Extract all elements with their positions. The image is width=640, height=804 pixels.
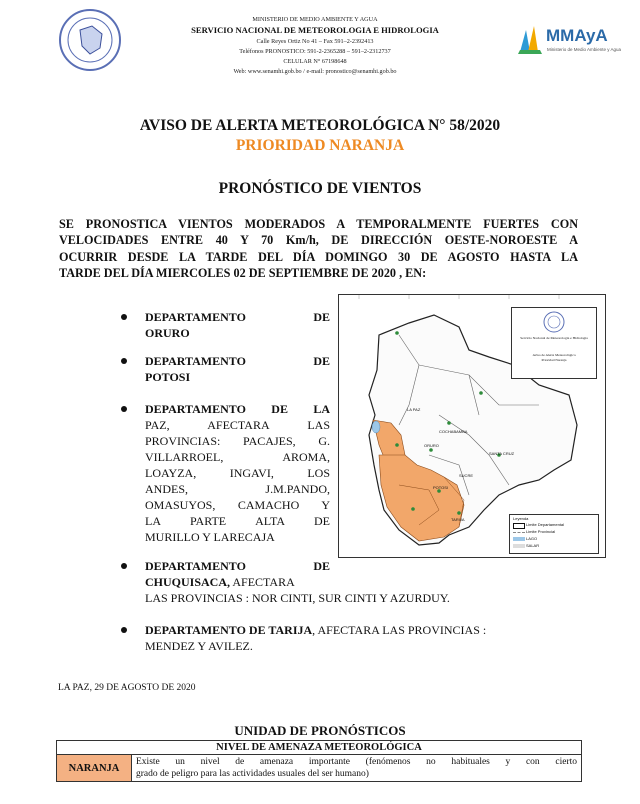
forecast-subtitle: PRONÓSTICO DE VIENTOS (218, 180, 422, 197)
map-info-box (511, 307, 597, 379)
dept-lapaz (145, 401, 330, 545)
dept-line: DEPARTAMENTO DE (145, 559, 330, 573)
city-label: SUCRE (459, 473, 474, 478)
phones: Teléfonos PRONOSTICO: 591-2-2365288 – 591–2-2312737 (239, 48, 391, 55)
map-legend (509, 514, 599, 554)
bullet-icon (121, 358, 127, 364)
bullet-icon (121, 627, 127, 633)
legend-item: Limite Departamental (526, 522, 565, 527)
dept-affect-text: , AFECTARA LAS PROVINCIAS : (312, 623, 487, 637)
dept-line: MENDEZ Y AVILEZ. (145, 639, 253, 653)
legend-item: SALAR (526, 543, 540, 548)
mmaya-logo (516, 22, 636, 62)
dept-line: PROVINCIAS: PACAJES, G. (145, 434, 330, 448)
seal-icon (543, 311, 565, 333)
priority-label: PRIORIDAD NARANJA (235, 137, 405, 154)
map-box-text: Servicio Nacional de Meteorología e Hidrología (520, 336, 588, 340)
dept-line: LA PARTE ALTA DE (145, 514, 330, 528)
bullet-icon (121, 314, 127, 320)
dept-line: OMASUYOS, CAMACHO Y (145, 498, 330, 512)
alert-map (338, 294, 606, 558)
senamhi-logo (58, 8, 122, 72)
mmaya-logo-text: MMAyA (546, 26, 608, 45)
threat-table-header: NIVEL DE AMENAZA METEOROLÓGICA (57, 741, 582, 755)
city-label: ORURO (424, 443, 439, 448)
dept-chuquisaca (145, 558, 330, 590)
dept-line: ORURO (145, 326, 190, 340)
legend-swatch (513, 532, 525, 533)
mmaya-logo-subtitle: Ministerio de Medio Ambiente y Agua (547, 47, 622, 52)
dept-line: LOAYZA, INGAVI, LOS (145, 466, 330, 480)
dept-line: VILLARROEL, AROMA, (145, 450, 330, 464)
legend-item: Limite Provincial (526, 529, 556, 534)
dept-line: DEPARTAMENTO DE (145, 354, 330, 368)
threat-level-cell: NARANJA (57, 755, 132, 782)
threat-description-line: Existe un nivel de amenaza importante (fenómenos no habituales y con cierto (136, 757, 577, 767)
dept-name-bold: CHUQUISACA, (145, 575, 231, 589)
dept-line: POTOSI (145, 370, 191, 384)
dept-potosi (145, 353, 330, 385)
legend-swatch (513, 544, 525, 548)
dept-line: MURILLO Y LARECAJA (145, 530, 275, 544)
intro-line: SE PRONOSTICA VIENTOS MODERADOS A TEMPORALMENTE FUERTES CON (59, 217, 578, 231)
threat-level-table (56, 740, 582, 782)
intro-line: VELOCIDADES ENTRE 40 Y 70 Km/h, DE DIRECCIÓN OESTE-NOROESTE A (59, 233, 578, 248)
forecast-unit: UNIDAD DE PRONÓSTICOS (234, 723, 406, 738)
legend-title: Leyenda (513, 516, 529, 521)
intro-line: OCURRIR DESDE LA TARDE DEL DÍA DOMINGO 30 DE AGOSTO HASTA LA (59, 249, 578, 264)
threat-description-line: grado de peligro para las actividades usuales del ser humano) (136, 769, 369, 779)
dept-affect-text: AFECTARA (230, 575, 295, 589)
threat-description (132, 755, 582, 782)
legend-swatch (513, 537, 525, 541)
chuquisaca-provinces: LAS PROVINCIAS : NOR CINTI, SUR CINTI Y AZURDUY. (145, 591, 450, 605)
dept-line: DEPARTAMENTO DE (145, 310, 330, 324)
map-box-text: Prioridad Naranja (541, 358, 567, 362)
dept-line: PAZ, AFECTARA LAS (145, 418, 330, 432)
dept-line: ANDES, J.M.PANDO, (145, 482, 330, 496)
city-label: SANTA CRUZ (489, 451, 515, 456)
dept-tarija (145, 622, 585, 654)
legend-swatch (513, 523, 525, 529)
bullet-icon (121, 406, 127, 412)
city-label: TARIJA (451, 517, 465, 522)
dept-oruro (145, 309, 330, 341)
map-box-text: Aviso de Alerta Meteorológica (532, 353, 576, 357)
intro-line: TARDE DEL DÍA MIERCOLES 02 DE SEPTIEMBRE DE 2020 , EN: (59, 265, 427, 280)
legend-item: LAGO (526, 536, 538, 541)
address: Calle Reyes Ortiz No 41 – Fax 591–2-2392413 (256, 38, 374, 45)
dept-name-bold: DEPARTAMENTO DE TARIJA (145, 623, 313, 637)
ministry-name: MINISTERIO DE MEDIO AMBIENTE Y AGUA (252, 16, 378, 23)
city-label: POTOSI (433, 485, 449, 490)
web-email: Web: www.senamhi.gob.bo / e-mail: pronostico@senamhi.gob.bo (233, 68, 397, 75)
city-label: LA PAZ (407, 407, 421, 412)
service-name: SERVICIO NACIONAL DE METEOROLOGIA E HIDROLOGIA (191, 25, 439, 35)
alert-title: AVISO DE ALERTA METEOROLÓGICA N° 58/2020 (139, 117, 501, 134)
issue-date: LA PAZ, 29 DE AGOSTO DE 2020 (58, 683, 196, 693)
city-label: COCHABAMBA (439, 429, 468, 434)
intro-paragraph (59, 216, 578, 281)
bullet-icon (121, 563, 127, 569)
cell-phone: CELULAR N° 67198648 (283, 58, 347, 65)
dept-line: DEPARTAMENTO DE LA (145, 402, 330, 416)
